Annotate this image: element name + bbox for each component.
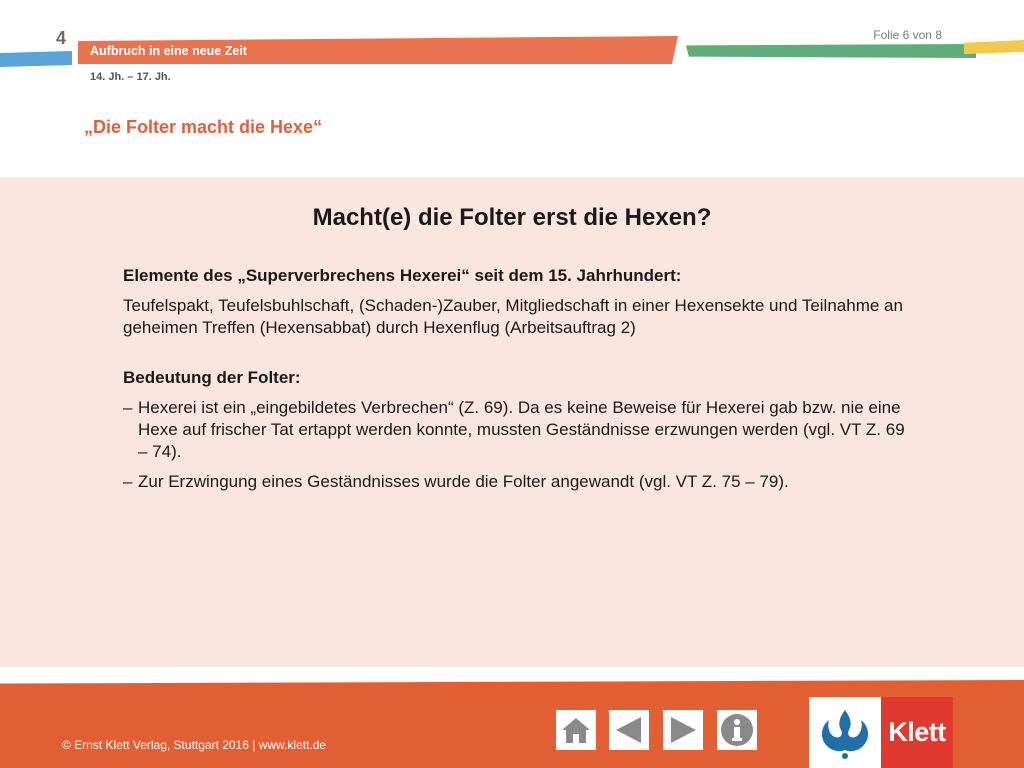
previous-slide-button[interactable] bbox=[609, 710, 649, 750]
topic-title: „Die Folter macht die Hexe“ bbox=[84, 117, 323, 137]
bullet-dash: – bbox=[123, 472, 133, 491]
info-button[interactable] bbox=[717, 710, 757, 750]
bullet-dash: – bbox=[123, 398, 133, 417]
klett-logo-text: Klett bbox=[888, 717, 946, 747]
bullet-text: Hexerei ist ein „eingebildetes Verbrechen“ (Z. 69). Da es keine Beweise für Hexerei gab bzw. nie eine Hexe auf frischer Tat ertappt werden konnte, mussten Geständnisse erzwungen werden (vgl. VT Z. 69 – 74). bbox=[138, 398, 905, 461]
klett-emblem-icon bbox=[809, 697, 881, 768]
bullet-list bbox=[123, 397, 913, 493]
slide-heading: Macht(e) die Folter erst die Hexen? bbox=[312, 204, 712, 231]
period-label: 14. Jh. – 17. Jh. bbox=[90, 71, 171, 83]
home-button[interactable] bbox=[556, 710, 596, 750]
home-icon bbox=[560, 714, 592, 746]
triangle-right-icon bbox=[667, 714, 699, 746]
header-stripe-yellow bbox=[964, 40, 1024, 54]
klett-logo-box bbox=[881, 697, 953, 768]
block1-text: Teufelspakt, Teufelsbuhlschaft, (Schaden-)Zauber, Mitgliedschaft in einer Hexensekte und Teilnahme an geheimen Treffen (Hexensabbat) durch Hexenflug (Arbeitsauftrag 2) bbox=[123, 296, 903, 337]
chapter-number: 4 bbox=[56, 28, 67, 48]
block2-subhead: Bedeutung der Folter: bbox=[123, 368, 301, 387]
next-slide-button[interactable] bbox=[663, 710, 703, 750]
block1-subhead: Elemente des „Superverbrechens Hexerei“ seit dem 15. Jahrhundert: bbox=[123, 266, 682, 285]
bullet-item bbox=[123, 471, 913, 493]
bullet-item bbox=[123, 397, 913, 463]
content-body bbox=[123, 265, 913, 501]
section-title: Aufbruch in eine neue Zeit bbox=[90, 44, 247, 58]
content-panel bbox=[0, 177, 1024, 667]
header-stripe-green bbox=[686, 44, 976, 58]
bullet-text: Zur Erzwingung eines Geständnisses wurde die Folter angewandt (vgl. VT Z. 75 – 79). bbox=[138, 472, 789, 491]
info-icon bbox=[720, 713, 754, 747]
slide-counter: Folie 6 von 8 bbox=[873, 28, 942, 42]
klett-logo bbox=[809, 697, 953, 768]
triangle-left-icon bbox=[613, 714, 645, 746]
copyright-text: © Ernst Klett Verlag, Stuttgart 2016 | www.klett.de bbox=[62, 738, 327, 752]
header-stripe-blue bbox=[0, 51, 72, 67]
